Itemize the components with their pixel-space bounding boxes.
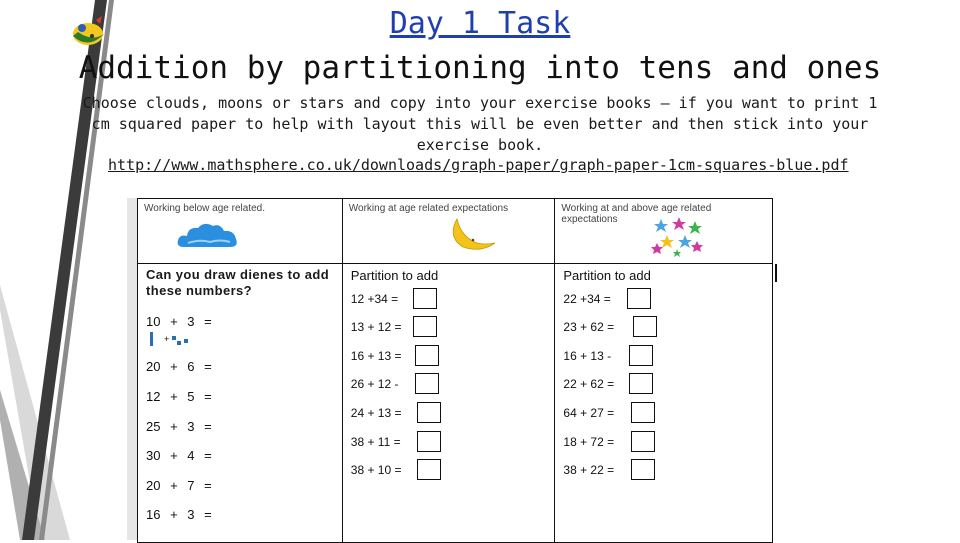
moon-icon <box>447 215 499 251</box>
stars-sum-5: 64 + 27 = <box>563 406 615 420</box>
answer-box <box>631 402 655 423</box>
cloud-sum-5: 30 + 4 = <box>146 448 212 463</box>
cloud-icon <box>176 221 240 251</box>
answer-box <box>413 288 437 309</box>
stars-sum-2: 23 + 62 = <box>563 320 615 334</box>
answer-box <box>417 431 441 452</box>
border-mark <box>775 264 777 282</box>
stars-sum-7: 38 + 22 = <box>563 463 615 477</box>
worksheet-table <box>137 198 773 543</box>
cloud-sum-7: 16 + 3 = <box>146 507 212 522</box>
worksheet <box>127 198 787 540</box>
answer-box <box>417 402 441 423</box>
graph-paper-link[interactable]: http://www.mathsphere.co.uk/downloads/graph-paper/graph-paper-1cm-squares-blue.pdf <box>108 156 849 174</box>
sheet-margin <box>127 198 137 540</box>
answer-box <box>629 345 653 366</box>
stars-sum-6: 18 + 72 = <box>563 435 615 449</box>
header-stars-label: Working at and above age related expectations <box>561 203 712 225</box>
cloud-sum-4: 25 + 3 = <box>146 419 212 434</box>
stars-sum-3: 16 + 13 - <box>563 349 612 363</box>
moon-sum-7: 38 + 10 = <box>350 463 402 477</box>
stars-icon <box>651 217 707 257</box>
dienes-blocks-icon <box>150 332 210 348</box>
answer-box <box>631 431 655 452</box>
topic-title: Addition by partitioning into tens and ones <box>78 50 882 86</box>
moon-sum-6: 38 + 11 = <box>350 435 401 449</box>
moon-sum-4: 26 + 12 - <box>350 377 399 391</box>
answer-box <box>629 373 653 394</box>
cloud-sum-3: 12 + 5 = <box>146 389 212 404</box>
answer-box <box>415 345 439 366</box>
moon-column <box>342 264 555 543</box>
moon-sum-1: 12 +34 = <box>350 292 399 306</box>
answer-box <box>413 316 437 337</box>
answer-box <box>631 459 655 480</box>
moon-column-title: Partition to add <box>350 268 439 283</box>
answer-box <box>627 288 651 309</box>
task-title-link[interactable]: Day 1 Task <box>389 6 571 41</box>
stars-column <box>555 264 773 543</box>
cloud-sum-2: 20 + 6 = <box>146 359 212 374</box>
header-stars-cell <box>555 199 773 264</box>
dienes-question: Can you draw dienes to add these numbers? <box>146 267 330 298</box>
cloud-sum-1: 10 + 3 = <box>146 314 212 329</box>
header-cloud-cell <box>138 199 343 264</box>
answer-box <box>415 373 439 394</box>
stars-sum-1: 22 +34 = <box>563 292 611 306</box>
cloud-sum-6: 20 + 7 = <box>146 478 212 493</box>
moon-sum-3: 16 + 13 = <box>350 349 402 363</box>
moon-sum-2: 13 + 12 = <box>350 320 402 334</box>
answer-box <box>633 316 657 337</box>
stars-sum-4: 22 + 62 = <box>563 377 615 391</box>
answer-box <box>417 459 441 480</box>
moon-sum-5: 24 + 13 = <box>350 406 402 420</box>
cloud-column <box>138 264 343 543</box>
stars-column-title: Partition to add <box>563 268 651 283</box>
instructions-text: Choose clouds, moons or stars and copy into your exercise books – if you want to print 1 cm squared paper to help with layout this will be even better and then stick into your exercise book. <box>82 94 878 154</box>
svg-text:+: + <box>164 334 170 344</box>
header-cloud-label: Working below age related. <box>144 203 265 214</box>
header-moon-cell <box>342 199 555 264</box>
header-moon-label: Working at age related expectations <box>348 203 509 214</box>
